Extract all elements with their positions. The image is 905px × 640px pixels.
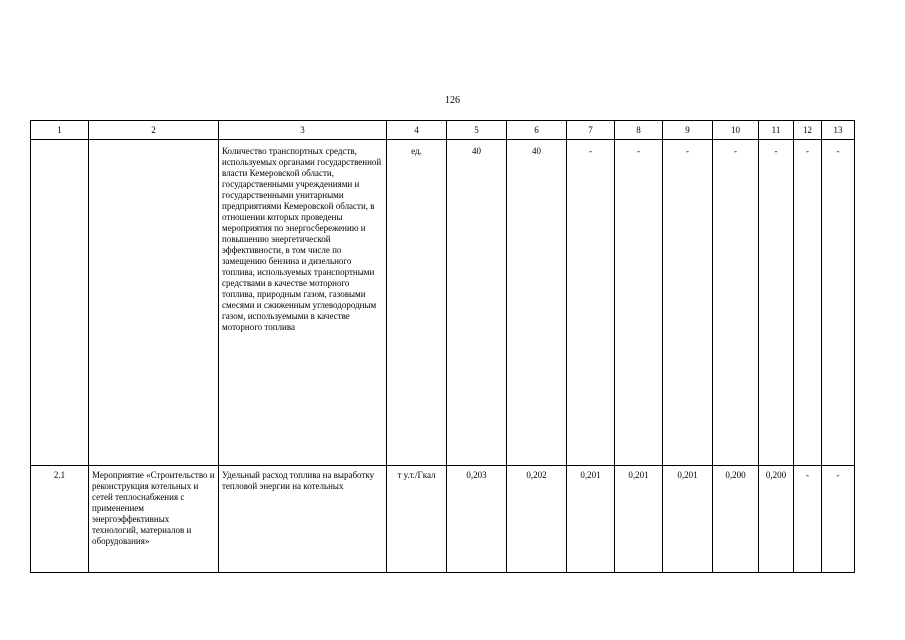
value-cell: 0,200 [713, 466, 759, 573]
table-row [31, 140, 855, 466]
value-cell: - [567, 140, 615, 466]
value-cell: - [615, 140, 663, 466]
indicator-name-cell: Удельный расход топлива на выработку тепловой энергии на котельных [219, 466, 387, 573]
column-header: 7 [567, 121, 615, 140]
column-header: 4 [387, 121, 447, 140]
column-header: 3 [219, 121, 387, 140]
column-header: 9 [663, 121, 713, 140]
page-number: 126 [445, 95, 460, 106]
value-cell: - [713, 140, 759, 466]
unit-cell: ед. [387, 140, 447, 466]
column-header: 1 [31, 121, 89, 140]
row-number-cell: 2.1 [31, 466, 89, 573]
value-cell: 40 [447, 140, 507, 466]
value-cell: - [822, 140, 855, 466]
value-cell: 0,203 [447, 466, 507, 573]
measure-name-cell [89, 140, 219, 466]
indicator-name-cell: Количество транспортных средств, используемых органами государственной власти Кемеровской области, государственными учреждениями и государственными унитарными предприятиями Кемеровской области, в отношении которых проведены мероприятия по энергосбережению и повышению энергетической эффективности, в том числе по замещению бензина и дизельного топлива, используемых транспортными средствами в качестве моторного топлива, природным газом, газовыми смесями и сжиженным углеводородным газом, используемыми в качестве моторного топлива [219, 140, 387, 466]
column-header: 2 [89, 121, 219, 140]
column-header: 6 [507, 121, 567, 140]
table-row [31, 466, 855, 573]
value-cell: 0,202 [507, 466, 567, 573]
column-header: 8 [615, 121, 663, 140]
indicators-table [30, 120, 855, 573]
value-cell: - [794, 466, 822, 573]
value-cell: 0,201 [663, 466, 713, 573]
value-cell: 0,201 [567, 466, 615, 573]
header-row [31, 121, 855, 140]
measure-name-cell: Мероприятие «Строительство и реконструкция котельных и сетей теплоснабжения с применением энергоэффективных технологий, материалов и оборудования» [89, 466, 219, 573]
value-cell: - [794, 140, 822, 466]
value-cell: 0,201 [615, 466, 663, 573]
column-header: 13 [822, 121, 855, 140]
value-cell: - [759, 140, 794, 466]
value-cell: 0,200 [759, 466, 794, 573]
column-header: 5 [447, 121, 507, 140]
unit-cell: т у.т./Гкал [387, 466, 447, 573]
row-number-cell [31, 140, 89, 466]
column-header: 11 [759, 121, 794, 140]
value-cell: - [663, 140, 713, 466]
value-cell: - [822, 466, 855, 573]
column-header: 10 [713, 121, 759, 140]
column-header: 12 [794, 121, 822, 140]
value-cell: 40 [507, 140, 567, 466]
